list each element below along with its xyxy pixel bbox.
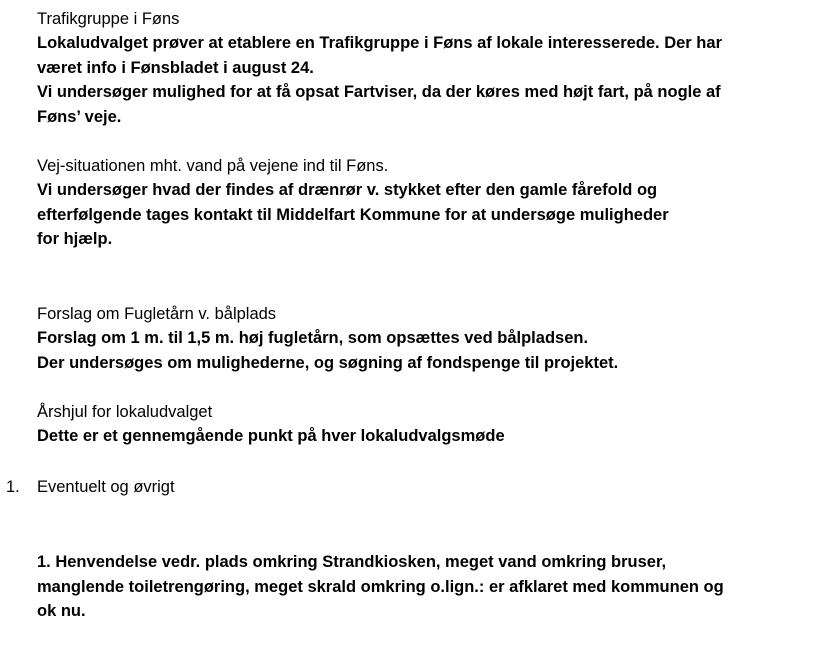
section-eventuelt-body bbox=[37, 550, 797, 624]
section-trafikgruppe bbox=[37, 8, 797, 129]
body-line: for hjælp. bbox=[37, 230, 113, 248]
body-line: 1. Henvendelse vedr. plads omkring Strandkiosken, meget vand omkring bruser, bbox=[37, 553, 667, 571]
section-heading: Trafikgruppe i Føns bbox=[37, 10, 180, 28]
section-body bbox=[37, 31, 797, 129]
body-line: Vi undersøger hvad der findes af drænrør v. stykket efter den gamle fårefold og bbox=[37, 181, 658, 199]
section-heading: Vej-situationen mht. vand på vejene ind til Føns. bbox=[37, 157, 389, 175]
section-body bbox=[37, 326, 797, 375]
section-fugletaarn bbox=[37, 303, 797, 375]
section-body bbox=[37, 424, 797, 449]
list-item-number: 1. bbox=[6, 478, 20, 496]
section-heading: Forslag om Fugletårn v. bålplads bbox=[37, 305, 277, 323]
body-line: Forslag om 1 m. til 1,5 m. høj fugletårn, som opsættes ved bålpladsen. bbox=[37, 329, 589, 347]
body-line: Lokaludvalget prøver at etablere en Trafikgruppe i Føns af lokale interesserede. Der har bbox=[37, 34, 722, 52]
body-line: manglende toiletrengøring, meget skrald omkring o.lign.: er afklaret med kommunen og bbox=[37, 577, 724, 596]
section-body bbox=[37, 178, 797, 252]
body-line: Dette er et gennemgående punkt på hver lokaludvalgsmøde bbox=[37, 427, 505, 445]
body-line: ok nu. bbox=[37, 602, 86, 620]
list-item-label: Eventuelt og øvrigt bbox=[37, 478, 175, 496]
section-body bbox=[37, 550, 797, 624]
body-line: Vi undersøger mulighed for at få opsat Fartviser, da der køres med højt fart, på nogle af bbox=[37, 83, 721, 101]
section-heading: Årshjul for lokaludvalget bbox=[37, 403, 213, 421]
body-line: Der undersøges om mulighederne, og søgning af fondspenge til projektet. bbox=[37, 353, 619, 372]
section-aarshjul bbox=[37, 401, 797, 449]
section-vej-situationen bbox=[37, 155, 797, 252]
body-line: været info i Fønsbladet i august 24. bbox=[37, 58, 314, 77]
body-line: Føns’ veje. bbox=[37, 107, 122, 126]
body-line: efterfølgende tages kontakt til Middelfart Kommune for at undersøge muligheder bbox=[37, 205, 669, 224]
